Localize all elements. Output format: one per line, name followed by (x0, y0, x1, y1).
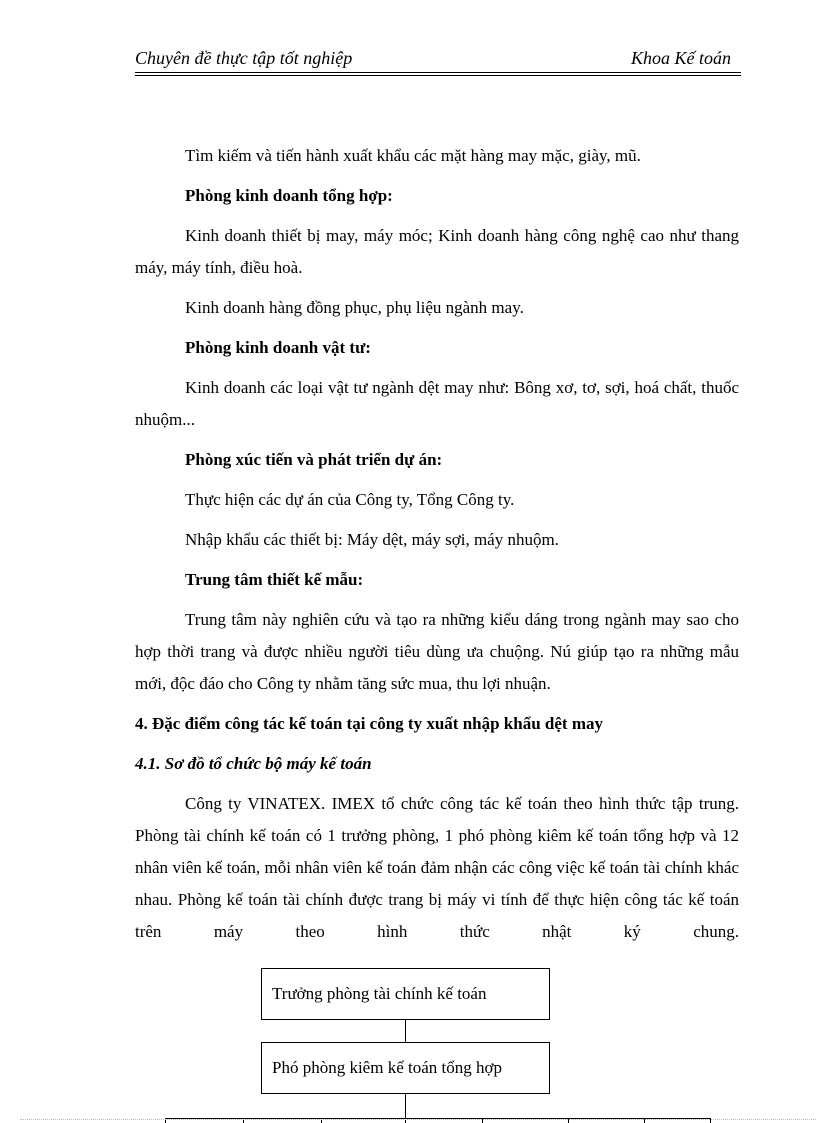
heading-projects: Phòng xúc tiến và phát triển dự án: (185, 450, 443, 469)
org-connector-1 (405, 1020, 406, 1042)
paragraph-projects: Thực hiện các dự án của Công ty, Tổng Công ty. (185, 490, 515, 509)
heading-materials: Phòng kinh doanh vật tư: (185, 338, 371, 357)
page-header (135, 48, 735, 72)
paragraph-equipment: Kinh doanh thiết bị may, máy móc; Kinh doanh hàng công nghệ cao như thang máy, máy tính, điều hoà. (135, 226, 739, 277)
paragraph-import: Nhập khẩu các thiết bị: Máy dệt, máy sợi, máy nhuộm. (185, 530, 559, 549)
paragraph-materials: Kinh doanh các loại vật tư ngành dệt may như: Bông xơ, tơ, sợi, hoá chất, thuốc nhuộm... (135, 378, 739, 429)
header-left: Chuyên đề thực tập tốt nghiệp (135, 48, 353, 68)
page-bottom-edge (20, 1119, 816, 1120)
org-box-head (261, 968, 550, 1020)
header-rule-top (135, 72, 741, 73)
header-right: Khoa Kế toán (630, 48, 731, 68)
org-box-head-label: Trưởng phòng tài chính kế toán (272, 984, 487, 1003)
paragraph-accounting: Công ty VINATEX. IMEX tổ chức công tác kế toán theo hình thức tập trung. Phòng tài chính kế toán có 1 trưởng phòng, 1 phó phòng kiêm kế toán tổng hợp và 12 nhân viên kế toán, mỗi nhân viên kế toán đảm nhận các công việc kế toán tài chính khác nhau. Phòng kế toán tài chính được trang bị máy vi tính để thực hiện công tác kế toán trên máy theo hình thức nhật ký chung. (135, 794, 739, 941)
section-heading-4-1: 4.1. Sơ đồ tổ chức bộ máy kế toán (135, 754, 372, 773)
section-heading-4: 4. Đặc điểm công tác kế toán tại công ty xuất nhập khẩu dệt may (135, 714, 603, 733)
paragraph-export: Tìm kiếm và tiến hành xuất khẩu các mặt hàng may mặc, giày, mũ. (185, 146, 641, 165)
heading-general-business: Phòng kinh doanh tổng hợp: (185, 186, 393, 205)
document-body (135, 140, 739, 948)
org-box-deputy-label: Phó phòng kiêm kế toán tổng hợp (272, 1058, 502, 1077)
header-rule-bottom (135, 75, 741, 76)
heading-design-center: Trung tâm thiết kế mẫu: (185, 570, 364, 589)
paragraph-design-center: Trung tâm này nghiên cứu và tạo ra những kiểu dáng trong ngành may sao cho hợp thời trang và được nhiều người tiêu dùng ưa chuộng. Nú giúp tạo ra những mẫu mới, độc đáo cho Công ty nhằm tăng sức mua, thu lợi nhuận. (135, 610, 739, 693)
org-box-deputy (261, 1042, 550, 1094)
paragraph-uniform: Kinh doanh hàng đồng phục, phụ liệu ngành may. (185, 298, 524, 317)
